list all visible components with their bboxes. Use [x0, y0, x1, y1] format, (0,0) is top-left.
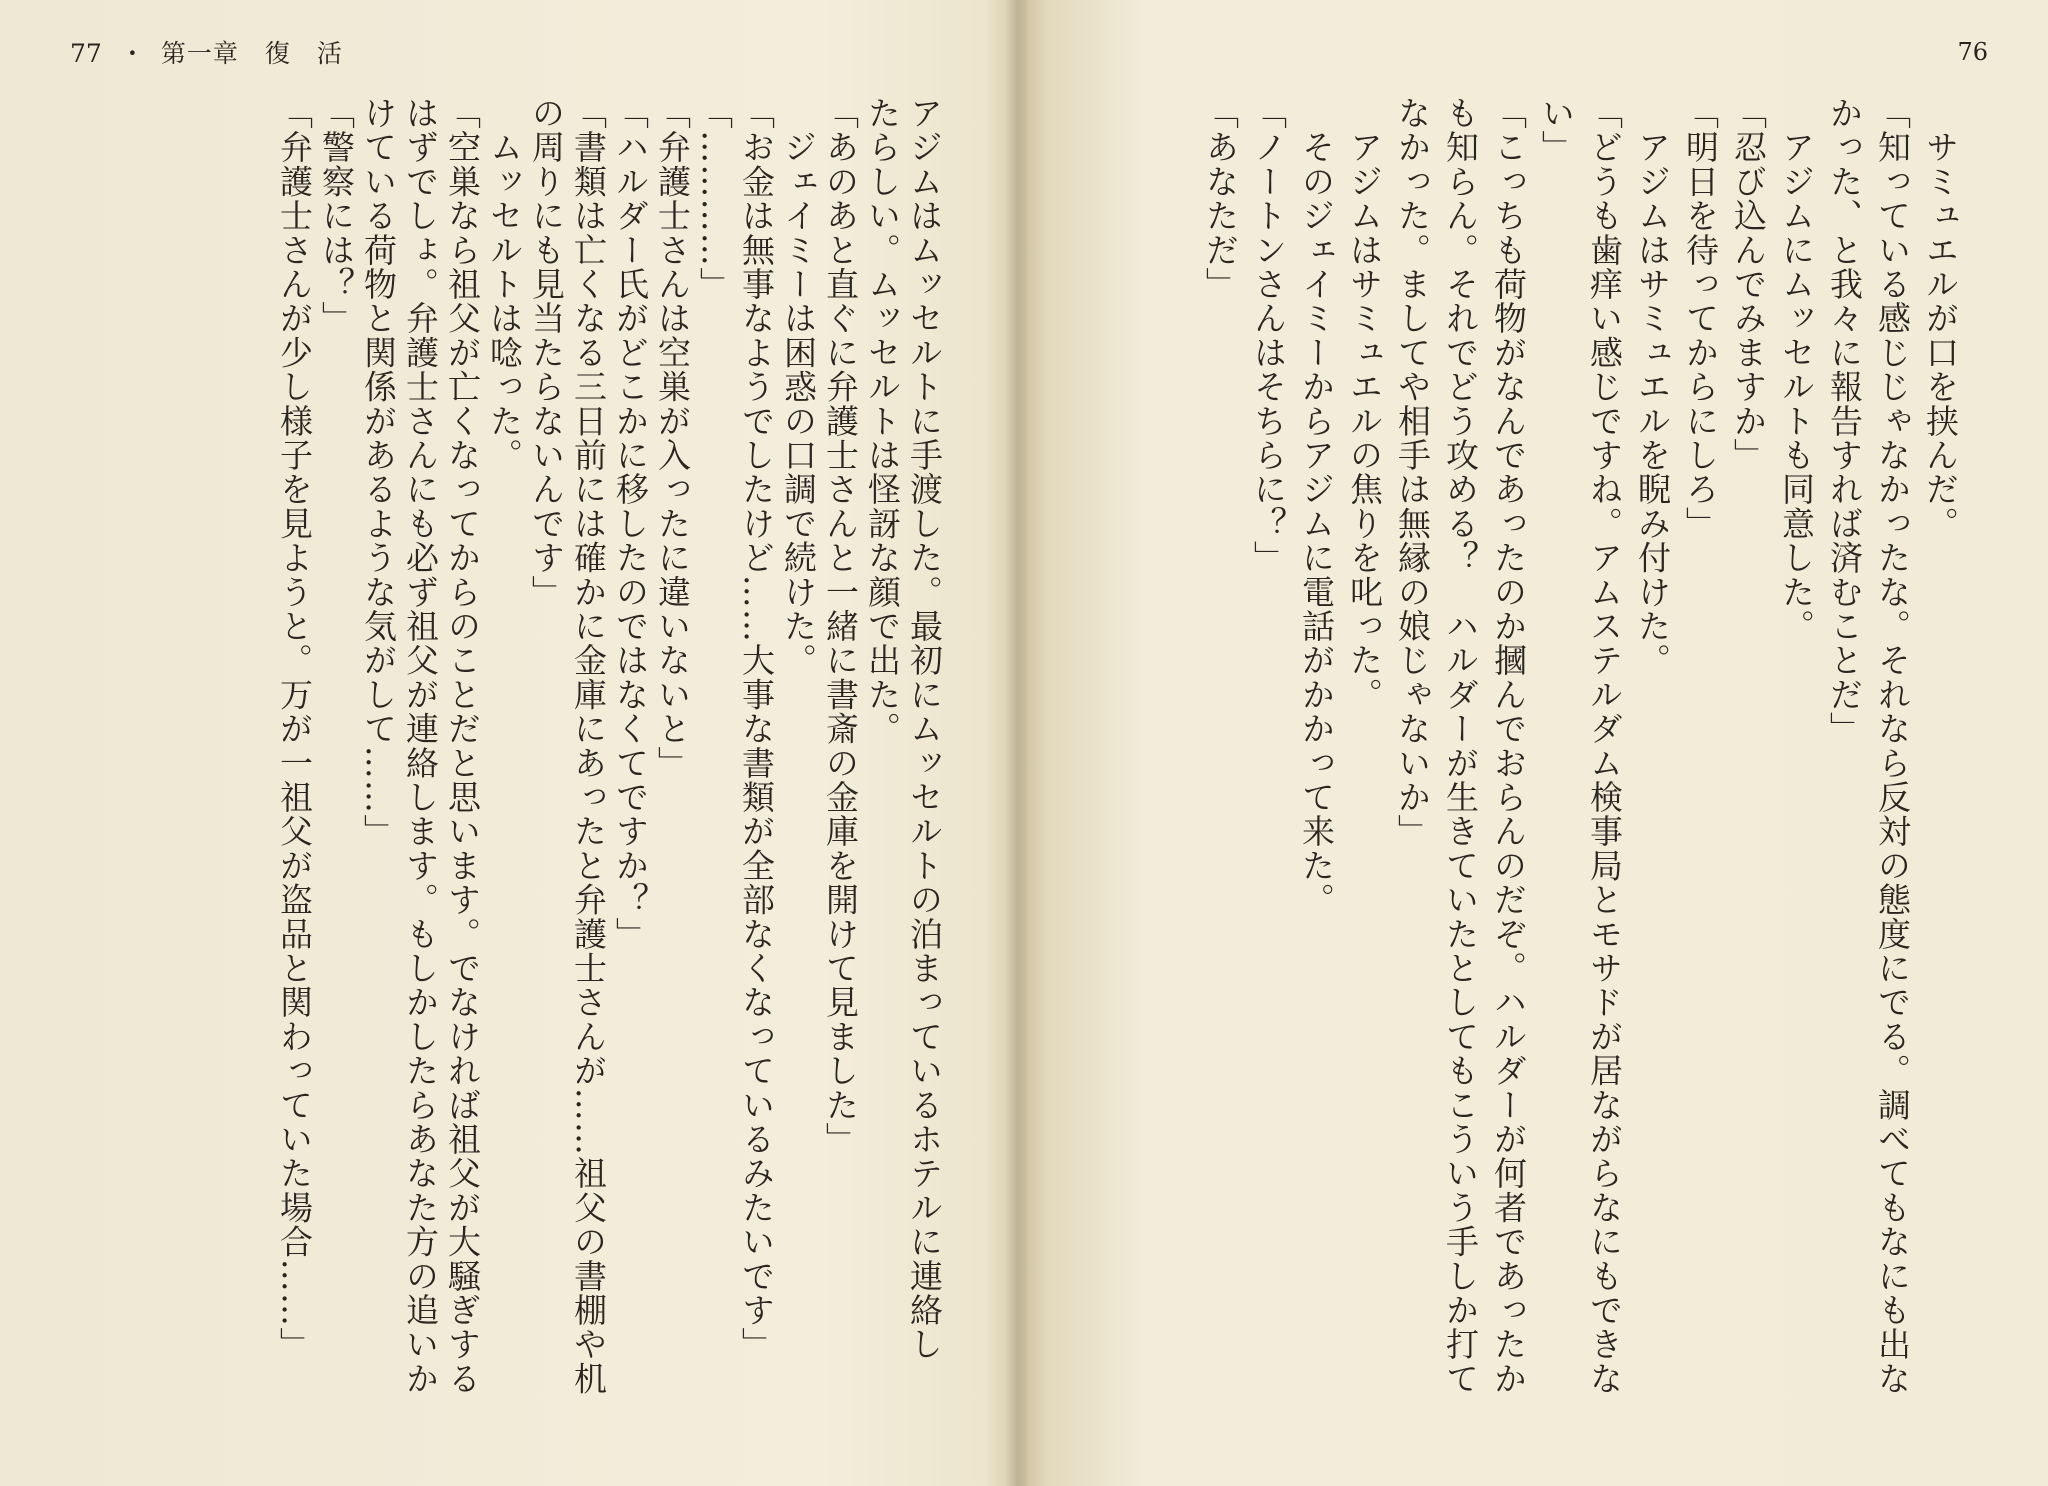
text-column: かった、と我々に報告すれば済むことだ」: [1825, 96, 1864, 746]
text-column: も知らん。それでどう攻める？ ハルダーが生きていたとしてもこういう手しか打て: [1441, 96, 1480, 1396]
text-column: 「警察には？」: [317, 96, 356, 336]
text-column: 「ハルダー氏がどこかに移したのではなくてですか？」: [611, 96, 650, 951]
left-page: [0, 0, 1005, 1486]
text-column: 「忍び込んでみますか」: [1729, 96, 1768, 473]
text-column: サミュエルが口を挟んだ。: [1921, 96, 1960, 541]
right-page: [1029, 0, 2048, 1486]
text-column: 「知っている感じじゃなかったな。それなら反対の態度にでる。調べてもなにも出な: [1873, 96, 1912, 1396]
text-column: けている荷物と関係があるような気がして……」: [359, 96, 398, 849]
text-column: 「明日を待ってからにしろ」: [1681, 96, 1720, 541]
text-column: 「どうも歯痒い感じですね。アムステルダム検事局とモサドが居ながらなにもできな: [1585, 96, 1624, 1396]
text-column: 「こっちも荷物がなんであったのか摑んでおらんのだぞ。ハルダーが何者であったか: [1489, 96, 1528, 1396]
left-page-text: [273, 96, 945, 1396]
text-column: アジムはサミュエルを睨み付けた。: [1633, 96, 1672, 678]
text-column: ムッセルトは唸った。: [485, 96, 524, 473]
chapter-title: 第一章 復 活: [160, 39, 343, 68]
book-spine: [1005, 0, 1029, 1486]
page-number: 77: [70, 39, 102, 68]
text-column: ジェイミーは困惑の口調で続けた。: [779, 96, 818, 678]
page-number: 76: [1957, 38, 1988, 66]
right-page-text: [1196, 96, 1964, 1396]
text-column: そのジェイミーからアジムに電話がかかって来た。: [1297, 96, 1336, 917]
text-column: たらしい。ムッセルトは怪訝な顔で出た。: [863, 96, 902, 746]
text-column: 「お金は無事なようでしたけど……大事な書類が全部なくなっているみたいです」: [737, 96, 776, 1362]
text-column: 「ノートンさんはそちらに？」: [1249, 96, 1288, 575]
text-column: はずでしょ。弁護士さんにも必ず祖父が連絡します。もしかしたらあなた方の追いか: [401, 96, 440, 1396]
text-column: なかった。ましてや相手は無縁の娘じゃないか」: [1393, 96, 1432, 849]
text-column: アジムはサミュエルの焦りを叱った。: [1345, 96, 1384, 712]
text-column: 「書類は亡くなる三日前には確かに金庫にあったと弁護士さんが……祖父の書棚や机: [569, 96, 608, 1396]
running-header: [70, 34, 343, 70]
text-column: 「弁護士さんが少し様子を見ようと。万が一祖父が盗品と関わっていた場合……」: [275, 96, 314, 1362]
text-column: い」: [1537, 96, 1576, 165]
text-column: の周りにも見当たらないんです」: [527, 96, 566, 609]
text-column: アジムはムッセルトに手渡した。最初にムッセルトの泊まっているホテルに連絡し: [905, 96, 944, 1362]
text-column: 「あなただ」: [1201, 96, 1240, 302]
text-column: アジムにムッセルトも同意した。: [1777, 96, 1816, 644]
text-column: 「…………」: [695, 96, 734, 302]
text-column: 「弁護士さんは空巣が入ったに違いないと」: [653, 96, 692, 780]
text-column: 「あのあと直ぐに弁護士さんと一緒に書斎の金庫を開けて見ました」: [821, 96, 860, 1157]
text-column: 「空巣なら祖父が亡くなってからのことだと思います。でなければ祖父が大騒ぎする: [443, 96, 482, 1396]
header-separator: ・: [119, 39, 145, 68]
